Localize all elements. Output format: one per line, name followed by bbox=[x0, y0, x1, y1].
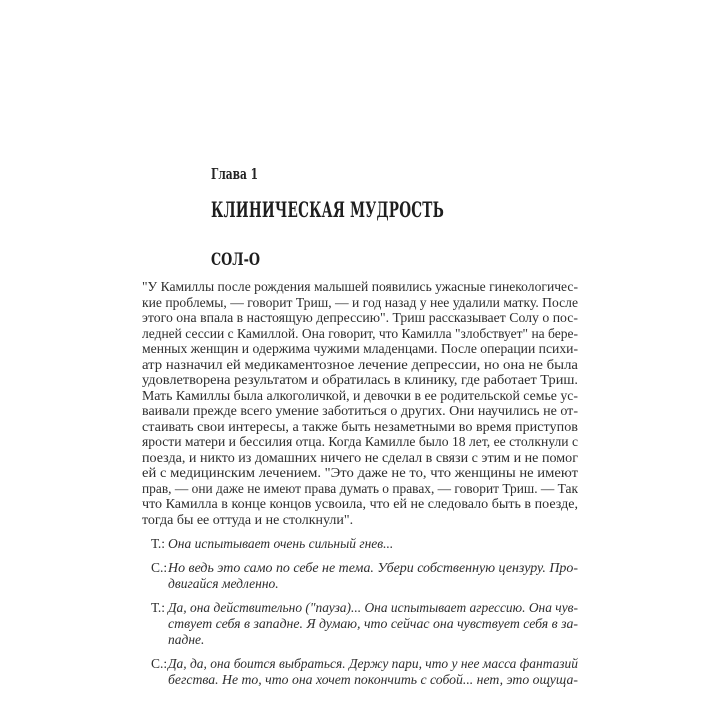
text-line bbox=[168, 576, 578, 592]
text-line bbox=[168, 656, 578, 672]
dialog-entry bbox=[151, 656, 578, 688]
text-line bbox=[142, 280, 578, 296]
text-line-content: атр назначил ей медикаментозное лечение депрессии, но она не была bbox=[142, 357, 578, 373]
text-line bbox=[168, 632, 578, 648]
dialog-entry bbox=[151, 560, 578, 592]
text-line bbox=[142, 513, 578, 529]
text-line-content: двигайся медленно. bbox=[168, 576, 279, 591]
section-title-text: СОЛ-О bbox=[211, 250, 260, 270]
dialog-utterance bbox=[168, 560, 578, 592]
chapter-title-text: КЛИНИЧЕСКАЯ МУДРОСТЬ bbox=[211, 197, 444, 222]
dialog-transcript bbox=[142, 536, 578, 688]
text-line-content: Она испытывает очень сильный гнев... bbox=[168, 536, 394, 551]
text-line bbox=[168, 600, 578, 616]
dialog-utterance bbox=[168, 656, 578, 688]
text-line bbox=[142, 404, 578, 420]
text-line bbox=[168, 672, 578, 688]
text-line bbox=[142, 358, 578, 374]
dialog-speaker-label: С.: bbox=[151, 656, 168, 671]
text-line-content: стаивать свои интересы, а также быть незаметными во время приступов bbox=[142, 419, 578, 435]
text-line bbox=[142, 466, 578, 482]
dialog-entry bbox=[151, 600, 578, 648]
text-line-content: прав, — они даже не имеют права думать о правах, — говорит Триш. — Так bbox=[142, 481, 578, 497]
text-line-content: этого она впала в настоящую депрессию". Триш рассказывает Солу о пос- bbox=[142, 311, 578, 326]
text-line bbox=[142, 311, 578, 327]
chapter-title bbox=[211, 199, 578, 220]
text-line-content: Но ведь это само по себе не тема. Убери собственную цензуру. Про- bbox=[168, 560, 578, 575]
text-line-content: Да, она действительно ("пауза)... Она испытывает агрессию. Она чув- bbox=[168, 600, 578, 615]
text-line-content: кие проблемы, — говорит Триш, — и год назад у нее удалили матку. После bbox=[142, 295, 578, 311]
text-line-content: ей с медицинским лечением. "Это даже не то, что женщины не имеют bbox=[142, 466, 578, 481]
text-line-content: ярости матери и бессилия отца. Когда Камилле было 18 лет, ее столкнули с bbox=[142, 435, 578, 450]
chapter-label bbox=[211, 167, 578, 182]
text-line-content: что Камилла в конце концов усвоила, что ей не следовало быть в поезде, bbox=[142, 497, 578, 512]
section-title bbox=[211, 252, 578, 269]
dialog-utterance bbox=[168, 600, 578, 648]
text-line bbox=[142, 342, 578, 358]
text-line bbox=[142, 420, 578, 436]
dialog-speaker-label: Т.: bbox=[151, 600, 166, 615]
text-line bbox=[142, 327, 578, 343]
text-line-content: удовлетворена результатом и обратилась в клинику, где работает Триш. bbox=[142, 373, 578, 388]
text-line bbox=[168, 560, 578, 576]
text-line-content: поезда, и никто из домашних ничего не сделал в связи с этим и не помог bbox=[142, 450, 578, 466]
text-line-content: ствует себя в западне. Я думаю, что сейчас она чувствует себя в за- bbox=[168, 616, 578, 631]
text-line bbox=[168, 536, 578, 552]
text-line-content: ваивали прежде всего умение заботиться о других. Они научились не от- bbox=[142, 404, 578, 419]
intro-paragraph bbox=[142, 280, 578, 528]
text-line bbox=[142, 497, 578, 513]
text-line bbox=[142, 451, 578, 467]
text-line-content: падне. bbox=[168, 632, 205, 647]
text-line-content: бегства. Не то, что она хочет покончить с собой... нет, это ощуща- bbox=[168, 672, 578, 687]
text-line-content: Да, да, она боится выбраться. Держу пари, что у нее масса фантазий bbox=[168, 656, 578, 671]
dialog-speaker-label: С.: bbox=[151, 560, 168, 575]
text-line bbox=[142, 296, 578, 312]
text-line bbox=[142, 389, 578, 405]
text-line-content: тогда бы ее оттуда и не столкнули". bbox=[142, 512, 354, 528]
dialog-entry bbox=[151, 536, 578, 552]
dialog-speaker-label: Т.: bbox=[151, 536, 166, 551]
text-line-content: Мать Камиллы была алкоголичкой, и девочки в ее родительской семье ус- bbox=[142, 388, 578, 404]
text-line bbox=[168, 616, 578, 632]
text-line-content: "У Камиллы после рождения малышей появились ужасные гинекологичес- bbox=[142, 280, 578, 295]
text-line-content: ледней сессии с Камиллой. Она говорит, что Камилла "злобствует" на бере- bbox=[142, 326, 578, 342]
text-line bbox=[142, 373, 578, 389]
text-line bbox=[142, 482, 578, 498]
dialog-utterance bbox=[168, 536, 578, 552]
text-line-content: менных женщин и одержима чужими младенцами. После операции психи- bbox=[142, 342, 578, 357]
page-content bbox=[142, 0, 578, 688]
chapter-label-text: Глава 1 bbox=[211, 165, 258, 183]
text-line bbox=[142, 435, 578, 451]
